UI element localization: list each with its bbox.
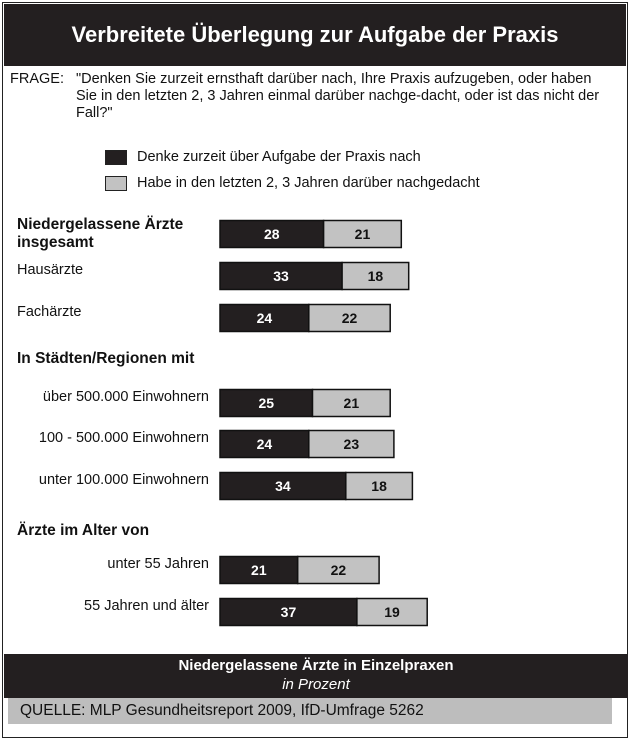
data-label-past: 21 [354,226,371,242]
category-label: Niedergelassene Ärzte [17,216,184,233]
footer-bar [4,654,628,698]
category-label: unter 100.000 Einwohnern [38,472,209,488]
category-label: 55 Jahren und älter [84,598,209,614]
category-label: Fachärzte [17,304,82,320]
category-label: 100 - 500.000 Einwohnern [38,430,209,446]
category-label-line2: insgesamt [17,234,94,251]
data-label-past: 23 [343,436,360,452]
data-label-current: 21 [251,562,267,578]
footer-line-1: Niedergelassene Ärzte in Einzelpraxen [178,657,454,674]
data-label-current: 33 [273,268,289,284]
footer-line-2: in Prozent [282,676,350,693]
source-note: QUELLE: MLP Gesundheitsreport 2009, IfD-Umfrage 5262 [8,698,612,724]
data-label-past: 21 [343,395,360,411]
data-label-current: 24 [256,436,273,452]
data-label-past: 18 [367,268,384,284]
category-label: über 500.000 Einwohnern [42,389,209,405]
data-label-past: 19 [384,604,400,620]
data-label-current: 24 [256,310,273,326]
chart-title: Verbreitete Überlegung zur Aufgabe der Praxis [71,22,559,47]
question-text: "Denken Sie zurzeit ernsthaft darüber nach, Ihre Praxis aufzugeben, oder haben Sie in den letzten 2, 3 Jahren einmal darüber nachge-dacht, oder ist das nicht der Fall?" [76,71,600,121]
data-label-current: 34 [275,478,291,494]
category-label: Hausärzte [17,262,84,278]
data-label-current: 28 [264,226,280,242]
data-label-current: 37 [280,604,297,620]
data-label-past: 18 [371,478,387,494]
section-heading: Ärzte im Alter von [17,522,150,539]
category-label: unter 55 Jahren [107,556,209,572]
data-label-current: 25 [258,395,275,411]
question-label: FRAGE: [10,71,64,87]
data-label-past: 22 [341,310,358,326]
legend-label-past: Habe in den letzten 2, 3 Jahren darüber nachgedacht [137,175,480,191]
legend-label-current: Denke zurzeit über Aufgabe der Praxis nach [137,149,421,165]
section-heading: In Städten/Regionen mit [17,350,195,367]
data-label-past: 22 [330,562,347,578]
